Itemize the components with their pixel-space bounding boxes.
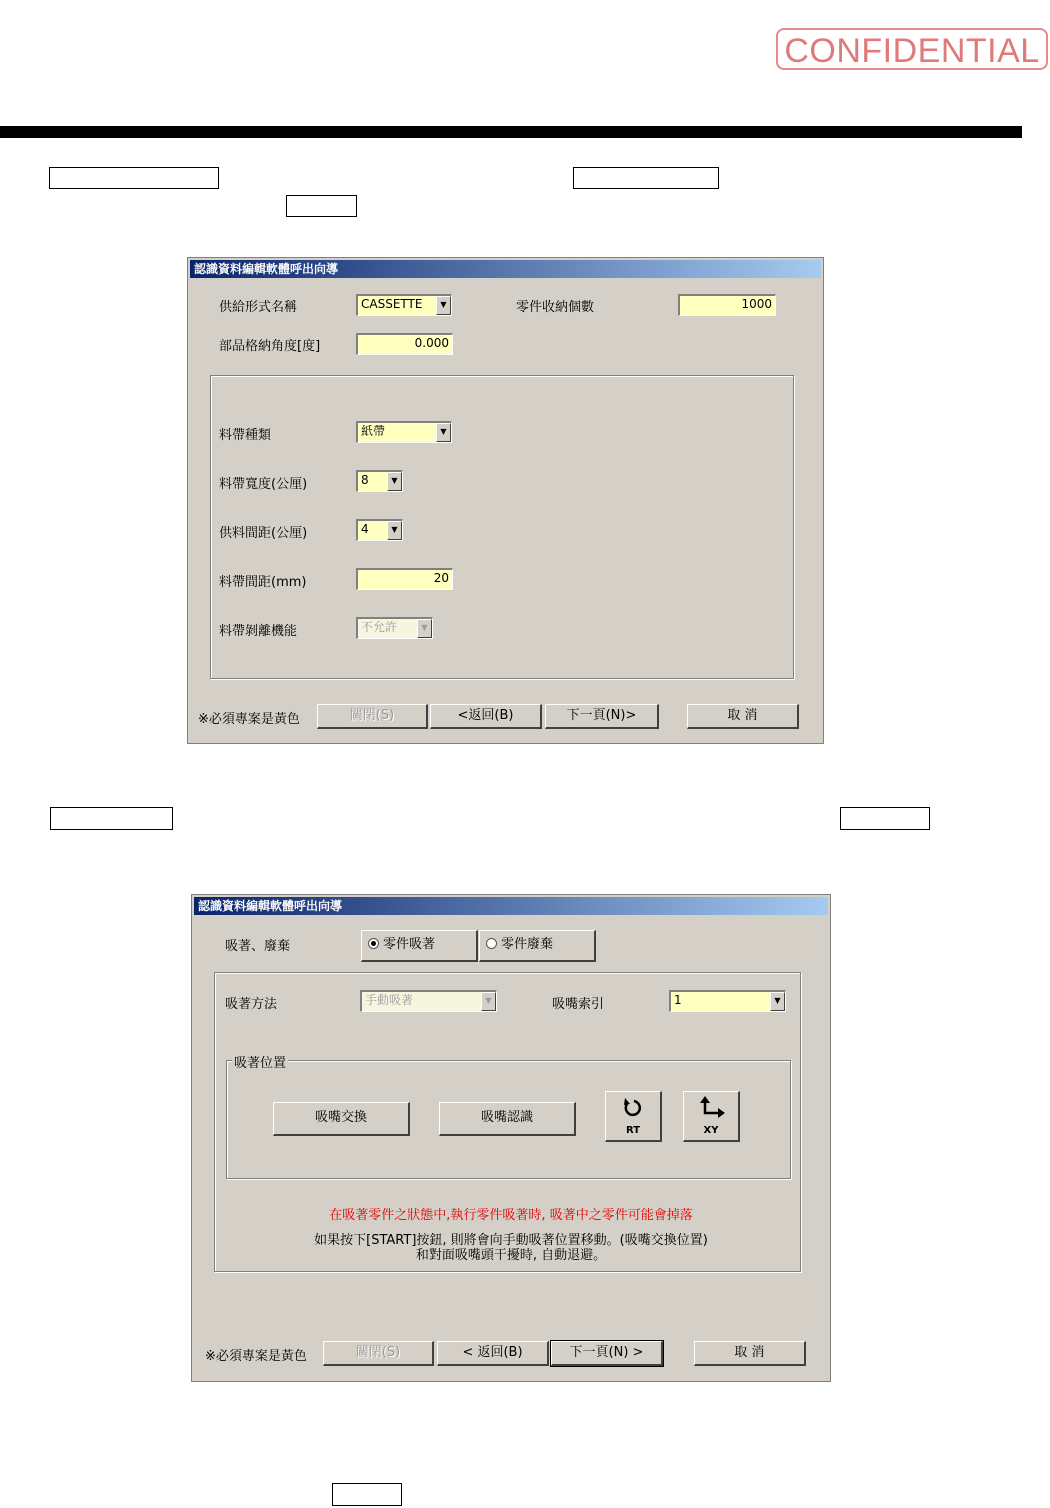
chevron-down-icon[interactable]: ▼: [387, 472, 402, 491]
nozzle-index-select[interactable]: [669, 990, 786, 1012]
tape-type-label: 料帶種類: [219, 428, 272, 443]
chevron-down-icon[interactable]: ▼: [770, 992, 785, 1011]
tape-width-label: 料帶寬度(公厘): [219, 477, 308, 492]
pickup-position-label: 吸著位置: [232, 1052, 288, 1071]
angle-label: 部品格納角度[度]: [219, 339, 321, 354]
info-text-line2: 和對面吸嘴頭干擾時, 自動退避。: [415, 1248, 607, 1263]
next-button[interactable]: 下一頁(N) >: [551, 1341, 663, 1366]
dialog-title: 認識資料編輯軟體呼出向導: [194, 897, 828, 915]
parts-count-input[interactable]: 1000: [678, 294, 776, 316]
xy-label: XY: [703, 1125, 719, 1136]
peel-value: 不允許: [361, 620, 398, 634]
feeder-wizard-dialog: [187, 257, 824, 744]
confidential-stamp: CONFIDENTIAL: [776, 28, 1048, 70]
back-button[interactable]: <返回(B): [430, 704, 542, 729]
tape-pitch-label: 料帶間距(mm): [219, 575, 307, 590]
nozzle-index-value: 1: [674, 993, 682, 1007]
rotate-icon: [621, 1095, 647, 1121]
blank-box: [286, 195, 357, 217]
tape-width-value: 8: [361, 473, 369, 487]
tape-pitch-input[interactable]: 20: [356, 568, 453, 590]
xy-move-icon: [698, 1095, 726, 1121]
radio-checked-icon: [368, 938, 379, 949]
nozzle-recognize-button[interactable]: 吸嘴認識: [439, 1102, 576, 1136]
required-note: ※必須專案是黃色: [205, 1349, 307, 1364]
nozzle-change-button[interactable]: 吸嘴交換: [273, 1102, 410, 1136]
tape-width-select[interactable]: [356, 470, 403, 492]
parts-count-label: 零件收納個數: [516, 300, 595, 315]
supply-type-value: CASSETTE: [361, 297, 423, 311]
nozzle-index-label: 吸嘴索引: [552, 997, 605, 1012]
chevron-down-icon: ▼: [481, 992, 496, 1011]
radio-pick-label: 零件吸著: [383, 937, 436, 952]
radio-discard[interactable]: [479, 930, 596, 962]
radio-discard-label: 零件廢棄: [501, 937, 554, 952]
close-button: 關閉(S): [323, 1341, 434, 1366]
close-button: 關閉(S): [317, 704, 428, 729]
blank-box: [49, 167, 219, 189]
info-text-line1: 如果按下[START]按鈕, 則將會向手動吸著位置移動。(吸嘴交換位置): [314, 1233, 708, 1248]
pick-method-label: 吸著方法: [225, 997, 278, 1012]
back-button[interactable]: < 返回(B): [437, 1341, 549, 1366]
supply-type-label: 供給形式名稱: [219, 300, 298, 315]
xy-button[interactable]: [683, 1091, 740, 1142]
blank-box: [332, 1483, 402, 1506]
pick-method-select: [360, 990, 497, 1012]
peel-label: 料帶剝離機能: [219, 624, 298, 639]
rt-button[interactable]: [605, 1091, 662, 1142]
tape-type-select[interactable]: [356, 421, 452, 443]
chevron-down-icon[interactable]: ▼: [436, 423, 451, 442]
header-rule: [0, 126, 1022, 138]
pick-discard-label: 吸著、廢棄: [225, 939, 291, 954]
pick-method-value: 手動吸著: [365, 993, 414, 1007]
feed-pitch-select[interactable]: [356, 519, 403, 541]
chevron-down-icon: ▼: [417, 619, 432, 638]
cancel-button[interactable]: 取 消: [687, 704, 799, 729]
pickup-wizard-dialog: [191, 894, 831, 1382]
blank-box: [573, 167, 719, 189]
blank-box: [50, 807, 173, 830]
feed-pitch-value: 4: [361, 522, 369, 536]
dialog-title: 認識資料編輯軟體呼出向導: [190, 260, 821, 278]
radio-unchecked-icon: [486, 938, 497, 949]
blank-box: [840, 807, 930, 830]
required-note: ※必須專案是黃色: [198, 712, 300, 727]
warning-text: 在吸著零件之狀態中,執行零件吸著時, 吸著中之零件可能會掉落: [329, 1208, 693, 1223]
cancel-button[interactable]: 取 消: [694, 1341, 806, 1366]
supply-type-select[interactable]: [356, 294, 452, 316]
next-button[interactable]: 下一頁(N)>: [545, 704, 659, 729]
peel-select: [356, 617, 433, 639]
tape-type-value: 紙帶: [361, 424, 386, 438]
angle-input[interactable]: 0.000: [356, 333, 453, 355]
feed-pitch-label: 供料間距(公厘): [219, 526, 308, 541]
radio-pick[interactable]: [361, 930, 478, 962]
chevron-down-icon[interactable]: ▼: [387, 521, 402, 540]
chevron-down-icon[interactable]: ▼: [436, 296, 451, 315]
rt-label: RT: [625, 1125, 641, 1136]
